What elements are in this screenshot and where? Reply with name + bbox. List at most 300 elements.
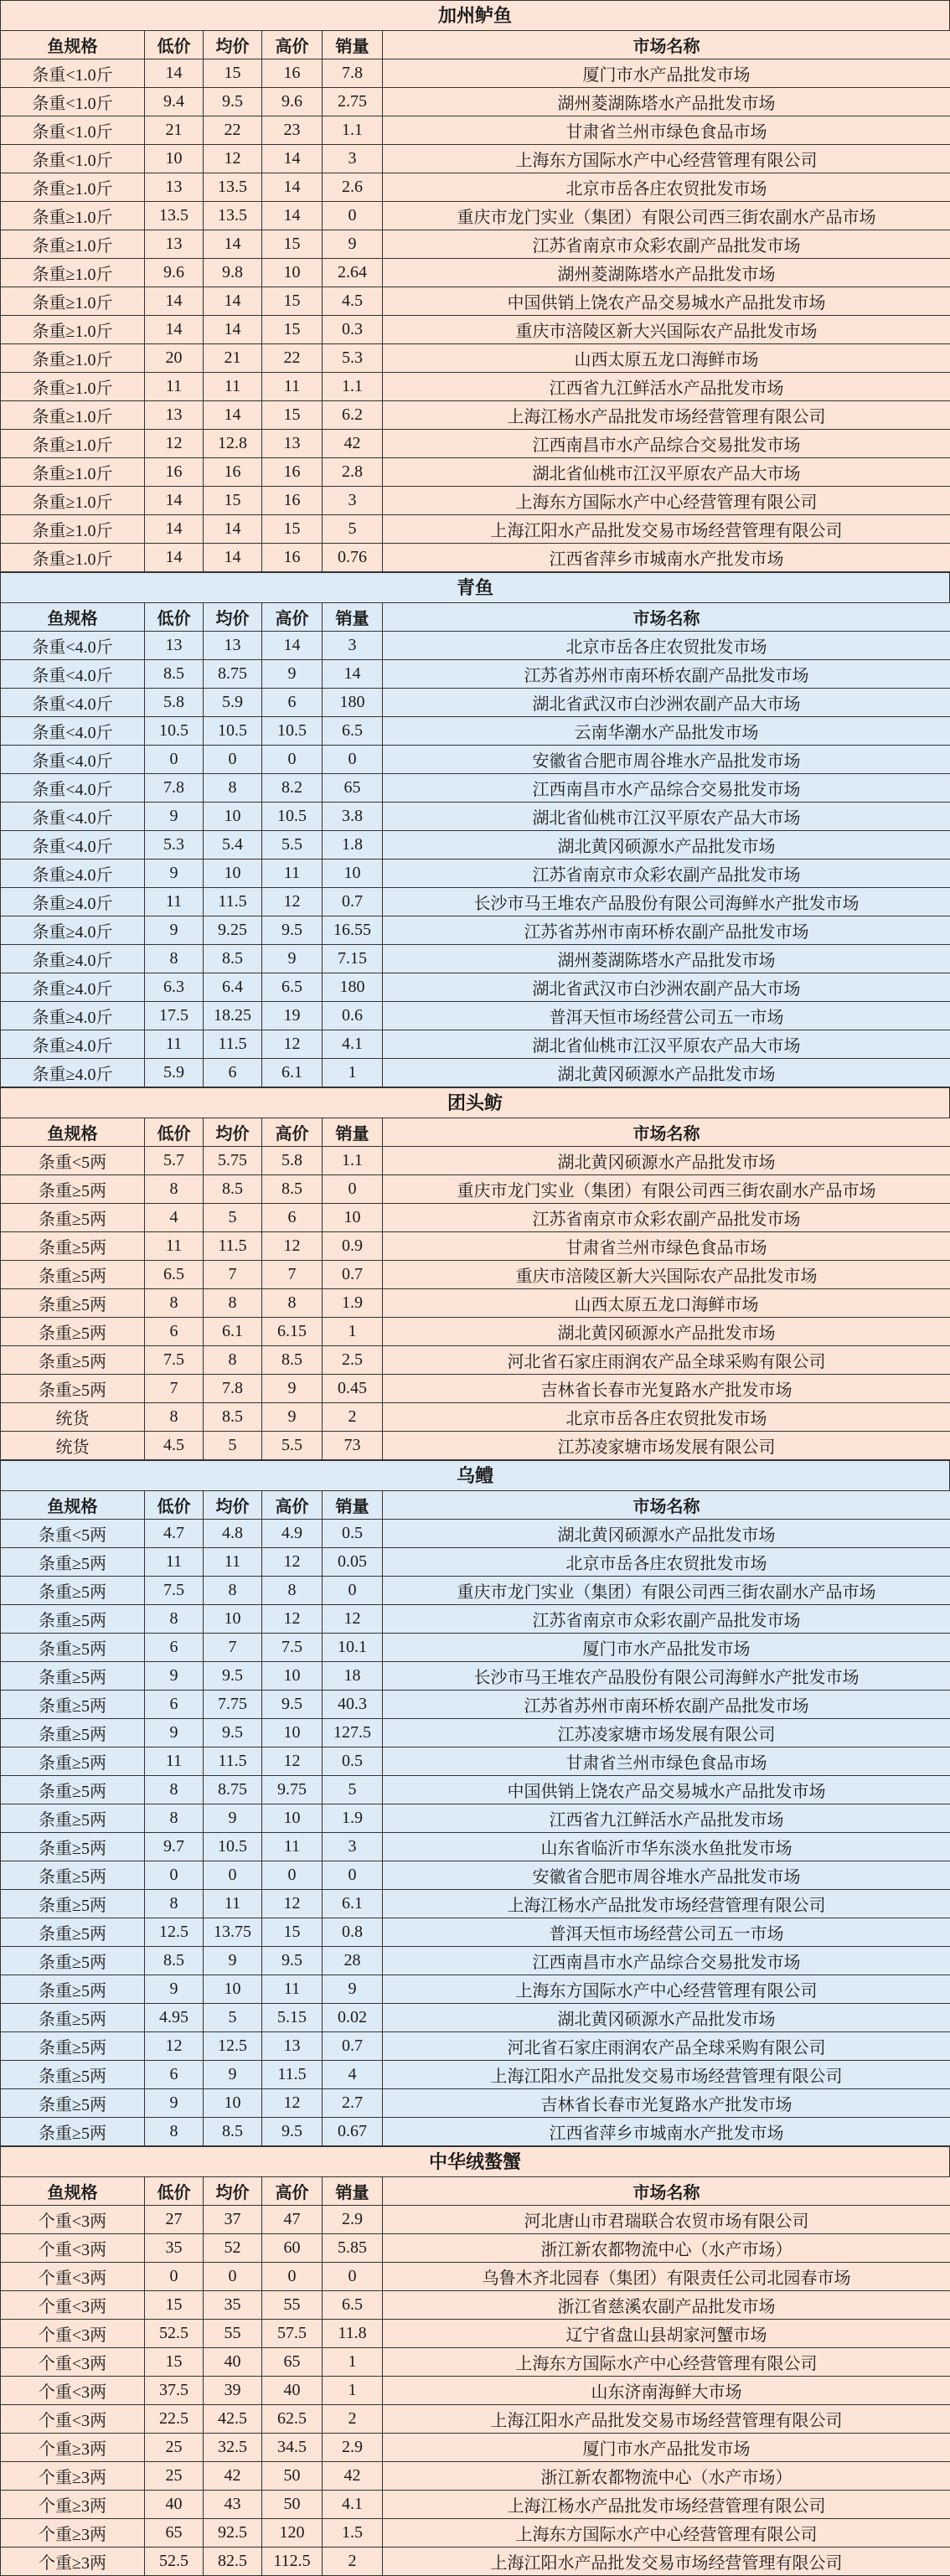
avg-price-cell: 5 (204, 1204, 262, 1232)
high-price-cell: 0 (262, 746, 323, 774)
low-price-cell: 4 (145, 1204, 204, 1232)
high-price-cell: 11 (262, 1833, 323, 1861)
high-price-cell: 11 (262, 860, 323, 888)
spec-cell: 条重≥5两 (1, 1634, 145, 1662)
low-price-cell: 7 (145, 1375, 204, 1403)
high-price-cell: 14 (262, 145, 323, 173)
market-name-cell: 山东省临沂市华东淡水鱼批发市场 (383, 1833, 950, 1861)
avg-price-header: 均价 (204, 1491, 262, 1520)
spec-cell: 条重≥5两 (1, 1833, 145, 1861)
high-price-cell: 16 (262, 59, 323, 88)
volume-cell: 16.55 (323, 916, 383, 945)
avg-price-cell: 10.5 (204, 1833, 262, 1861)
spec-cell: 条重≥4.0斤 (1, 860, 145, 888)
high-price-cell: 50 (262, 2462, 323, 2491)
low-price-cell: 25 (145, 2462, 204, 2491)
table-row (1, 1804, 950, 1833)
volume-cell: 73 (323, 1432, 383, 1460)
spec-cell: 个重≥3两 (1, 2462, 145, 2491)
avg-price-cell: 10 (204, 860, 262, 888)
low-price-cell: 10 (145, 145, 204, 173)
market-name-cell: 上海东方国际水产中心经营管理有限公司 (383, 2348, 950, 2377)
high-price-cell: 16 (262, 487, 323, 515)
avg-price-cell: 32.5 (204, 2434, 262, 2462)
table-row (1, 458, 950, 487)
table-row (1, 1890, 950, 1918)
price-table (0, 1490, 950, 2146)
spec-cell: 条重≥1.0斤 (1, 344, 145, 373)
table-row (1, 2491, 950, 2519)
volume-cell: 5 (323, 1776, 383, 1804)
price-table (0, 602, 950, 1087)
market-name-cell: 厦门市水产品批发市场 (383, 1634, 950, 1662)
spec-cell: 个重≥3两 (1, 2519, 145, 2548)
price-table (0, 1118, 950, 1460)
market-name-cell: 江苏省苏州市南环桥农副产品批发市场 (383, 1691, 950, 1719)
market-name-cell: 湖北黄冈硕源水产品批发市场 (383, 2004, 950, 2032)
spec-cell: 条重≥5两 (1, 1318, 145, 1346)
low-price-cell: 9 (145, 1975, 204, 2004)
low-price-cell: 12.5 (145, 1918, 204, 1947)
header-row (1, 603, 950, 632)
high-price-cell: 0 (262, 2263, 323, 2291)
header-row (1, 1118, 950, 1147)
market-name-cell: 云南华潮水产品批发市场 (383, 717, 950, 746)
high-price-cell: 16 (262, 544, 323, 572)
table-row (1, 88, 950, 116)
high-price-cell: 0 (262, 1861, 323, 1890)
market-name-header: 市场名称 (383, 1118, 950, 1147)
avg-price-cell: 12.8 (204, 430, 262, 458)
spec-cell: 个重<3两 (1, 2234, 145, 2263)
low-price-cell: 16 (145, 458, 204, 487)
avg-price-cell: 8.5 (204, 1403, 262, 1432)
high-price-cell: 9.5 (262, 1947, 323, 1975)
low-price-header: 低价 (145, 1491, 204, 1520)
low-price-cell: 7.5 (145, 1346, 204, 1375)
spec-cell: 条重≥5两 (1, 1605, 145, 1634)
avg-price-cell: 15 (204, 59, 262, 88)
low-price-cell: 12 (145, 430, 204, 458)
market-name-cell: 北京市岳各庄农贸批发市场 (383, 1403, 950, 1432)
volume-cell: 10 (323, 860, 383, 888)
market-name-cell: 江苏省南京市众彩农副产品批发市场 (383, 860, 950, 888)
spec-cell: 条重≥5两 (1, 1719, 145, 1747)
high-price-cell: 9 (262, 660, 323, 689)
spec-cell: 条重≥1.0斤 (1, 487, 145, 515)
spec-cell: 条重≥5两 (1, 2004, 145, 2032)
table-row (1, 1548, 950, 1577)
table-row (1, 803, 950, 831)
market-name-cell: 山西太原五龙口海鲜市场 (383, 1289, 950, 1318)
volume-cell: 1.5 (323, 2519, 383, 2548)
avg-price-cell: 14 (204, 287, 262, 316)
price-table (0, 30, 950, 572)
section-title: 加州鲈鱼 (0, 0, 950, 30)
volume-cell: 0 (323, 1577, 383, 1605)
spec-cell: 条重<5两 (1, 1520, 145, 1548)
avg-price-cell: 11 (204, 1548, 262, 1577)
volume-cell: 1 (323, 1059, 383, 1087)
high-price-cell: 60 (262, 2234, 323, 2263)
low-price-cell: 4.5 (145, 1432, 204, 1460)
market-name-cell: 吉林省长春市光复路水产批发市场 (383, 1375, 950, 1403)
spec-cell: 条重≥4.0斤 (1, 1002, 145, 1030)
table-row (1, 373, 950, 401)
low-price-cell: 8 (145, 945, 204, 973)
volume-cell: 0 (323, 2263, 383, 2291)
market-name-cell: 辽宁省盘山县胡家河蟹市场 (383, 2320, 950, 2348)
volume-cell: 0.7 (323, 2032, 383, 2061)
species-section (0, 1460, 950, 2146)
volume-cell: 3 (323, 487, 383, 515)
market-name-cell: 重庆市龙门实业（集团）有限公司西三街农副水产品市场 (383, 202, 950, 230)
avg-price-cell: 82.5 (204, 2548, 262, 2576)
volume-cell: 10 (323, 1204, 383, 1232)
volume-cell: 0.45 (323, 1375, 383, 1403)
volume-cell: 28 (323, 1947, 383, 1975)
spec-cell: 条重≥1.0斤 (1, 316, 145, 344)
spec-cell: 条重≥5两 (1, 1947, 145, 1975)
table-row (1, 1719, 950, 1747)
table-row (1, 1346, 950, 1375)
table-row (1, 1059, 950, 1087)
spec-cell: 条重<4.0斤 (1, 632, 145, 660)
low-price-cell: 13 (145, 632, 204, 660)
volume-cell: 1.1 (323, 373, 383, 401)
avg-price-cell: 6.1 (204, 1318, 262, 1346)
low-price-header: 低价 (145, 1118, 204, 1147)
section-title: 乌鳢 (0, 1460, 950, 1490)
avg-price-cell: 8.5 (204, 945, 262, 973)
high-price-cell: 9.5 (262, 1691, 323, 1719)
avg-price-cell: 52 (204, 2234, 262, 2263)
high-price-cell: 34.5 (262, 2434, 323, 2462)
table-row (1, 287, 950, 316)
low-price-cell: 52.5 (145, 2548, 204, 2576)
low-price-cell: 9 (145, 860, 204, 888)
spec-cell: 条重≥4.0斤 (1, 945, 145, 973)
volume-cell: 0 (323, 202, 383, 230)
market-name-cell: 甘肃省兰州市绿色食品市场 (383, 1747, 950, 1776)
spec-cell: 条重≥5两 (1, 1548, 145, 1577)
market-name-cell: 湖北黄冈硕源水产品批发市场 (383, 1059, 950, 1087)
volume-cell: 7.8 (323, 59, 383, 88)
table-row (1, 1634, 950, 1662)
avg-price-cell: 10 (204, 803, 262, 831)
low-price-cell: 65 (145, 2519, 204, 2548)
volume-cell: 6.5 (323, 2291, 383, 2320)
spec-cell: 条重≥4.0斤 (1, 973, 145, 1002)
table-row (1, 632, 950, 660)
market-name-cell: 北京市岳各庄农贸批发市场 (383, 632, 950, 660)
table-row (1, 544, 950, 572)
market-name-cell: 山东济南海鲜大市场 (383, 2377, 950, 2405)
avg-price-cell: 12.5 (204, 2032, 262, 2061)
high-price-cell: 112.5 (262, 2548, 323, 2576)
market-name-cell: 上海江杨水产品批发市场经营管理有限公司 (383, 2491, 950, 2519)
avg-price-cell: 40 (204, 2348, 262, 2377)
spec-header: 鱼规格 (1, 603, 145, 632)
market-name-cell: 河北省石家庄雨润农产品全球采购有限公司 (383, 2032, 950, 2061)
spec-cell: 个重<3两 (1, 2348, 145, 2377)
low-price-cell: 5.7 (145, 1147, 204, 1175)
high-price-cell: 9.5 (262, 916, 323, 945)
volume-cell: 2.6 (323, 173, 383, 202)
table-row (1, 1175, 950, 1204)
high-price-cell: 12 (262, 1030, 323, 1059)
high-price-cell: 12 (262, 888, 323, 916)
avg-price-cell: 12 (204, 145, 262, 173)
table-row (1, 1975, 950, 2004)
spec-cell: 条重≥5两 (1, 1804, 145, 1833)
market-name-cell: 湖北黄冈硕源水产品批发市场 (383, 831, 950, 860)
high-price-cell: 22 (262, 344, 323, 373)
table-row (1, 1403, 950, 1432)
table-row (1, 316, 950, 344)
high-price-cell: 13 (262, 2032, 323, 2061)
low-price-cell: 9 (145, 916, 204, 945)
low-price-cell: 11 (145, 373, 204, 401)
low-price-cell: 14 (145, 59, 204, 88)
high-price-cell: 120 (262, 2519, 323, 2548)
high-price-cell: 57.5 (262, 2320, 323, 2348)
table-row (1, 1861, 950, 1890)
avg-price-cell: 14 (204, 515, 262, 544)
spec-cell: 条重<1.0斤 (1, 145, 145, 173)
spec-header: 鱼规格 (1, 1118, 145, 1147)
avg-price-cell: 5 (204, 1432, 262, 1460)
table-row (1, 2032, 950, 2061)
market-name-cell: 湖北省仙桃市江汉平原农产品大市场 (383, 803, 950, 831)
volume-cell: 1 (323, 2377, 383, 2405)
volume-cell: 6.5 (323, 717, 383, 746)
low-price-cell: 8 (145, 1605, 204, 1634)
section-title: 中华绒螯蟹 (0, 2146, 950, 2176)
table-row (1, 888, 950, 916)
avg-price-cell: 8 (204, 1577, 262, 1605)
low-price-cell: 0 (145, 1861, 204, 1890)
market-name-cell: 湖州菱湖陈塔水产品批发市场 (383, 88, 950, 116)
table-row (1, 2263, 950, 2291)
volume-cell: 2.8 (323, 458, 383, 487)
avg-price-cell: 8 (204, 1346, 262, 1375)
table-row (1, 774, 950, 803)
spec-cell: 个重<3两 (1, 2291, 145, 2320)
table-row (1, 1375, 950, 1403)
volume-cell: 42 (323, 430, 383, 458)
high-price-cell: 14 (262, 202, 323, 230)
spec-cell: 条重≥5两 (1, 1861, 145, 1890)
high-price-cell: 62.5 (262, 2405, 323, 2434)
volume-cell: 2.64 (323, 259, 383, 287)
market-name-cell: 湖北省武汉市白沙洲农副产品大市场 (383, 689, 950, 717)
low-price-cell: 6 (145, 1634, 204, 1662)
table-row (1, 2377, 950, 2405)
volume-cell: 12 (323, 1605, 383, 1634)
high-price-cell: 12 (262, 1232, 323, 1261)
table-row (1, 2291, 950, 2320)
market-name-cell: 湖州菱湖陈塔水产品批发市场 (383, 945, 950, 973)
volume-cell: 0.05 (323, 1548, 383, 1577)
low-price-cell: 9 (145, 803, 204, 831)
market-name-cell: 上海江杨水产品批发市场经营管理有限公司 (383, 1890, 950, 1918)
high-price-cell: 4.9 (262, 1520, 323, 1548)
low-price-cell: 9.7 (145, 1833, 204, 1861)
market-name-cell: 江西省九江鲜活水产品批发市场 (383, 1804, 950, 1833)
table-row (1, 2348, 950, 2377)
spec-cell: 条重≥5两 (1, 1747, 145, 1776)
low-price-cell: 8 (145, 1804, 204, 1833)
high-price-cell: 40 (262, 2377, 323, 2405)
volume-cell: 5 (323, 515, 383, 544)
avg-price-cell: 92.5 (204, 2519, 262, 2548)
table-row (1, 515, 950, 544)
spec-cell: 个重≥3两 (1, 2548, 145, 2576)
spec-cell: 统货 (1, 1403, 145, 1432)
table-row (1, 1232, 950, 1261)
spec-cell: 条重≥1.0斤 (1, 458, 145, 487)
market-name-cell: 浙江新农都物流中心（水产市场） (383, 2462, 950, 2491)
low-price-cell: 20 (145, 344, 204, 373)
table-row (1, 2089, 950, 2118)
volume-cell: 0.5 (323, 1747, 383, 1776)
table-row (1, 2434, 950, 2462)
volume-header: 销量 (323, 2177, 383, 2206)
high-price-cell: 12 (262, 1605, 323, 1634)
avg-price-cell: 42 (204, 2462, 262, 2491)
low-price-cell: 6.3 (145, 973, 204, 1002)
high-price-cell: 12 (262, 1747, 323, 1776)
spec-cell: 条重≥4.0斤 (1, 1059, 145, 1087)
market-name-cell: 河北省石家庄雨润农产品全球采购有限公司 (383, 1346, 950, 1375)
low-price-header: 低价 (145, 31, 204, 59)
spec-cell: 条重<1.0斤 (1, 59, 145, 88)
volume-cell: 0.6 (323, 1002, 383, 1030)
high-price-cell: 47 (262, 2206, 323, 2234)
avg-price-cell: 9.5 (204, 1662, 262, 1691)
high-price-cell: 10 (262, 1662, 323, 1691)
table-row (1, 689, 950, 717)
table-row (1, 1030, 950, 1059)
table-row (1, 487, 950, 515)
header-row (1, 2177, 950, 2206)
spec-cell: 条重≥5两 (1, 1691, 145, 1719)
table-row (1, 1577, 950, 1605)
low-price-cell: 17.5 (145, 1002, 204, 1030)
high-price-cell: 15 (262, 401, 323, 430)
avg-price-cell: 7.8 (204, 1375, 262, 1403)
market-name-header: 市场名称 (383, 1491, 950, 1520)
high-price-cell: 13 (262, 430, 323, 458)
volume-header: 销量 (323, 31, 383, 59)
avg-price-cell: 9 (204, 1947, 262, 1975)
market-name-cell: 江苏凌家塘市场发展有限公司 (383, 1432, 950, 1460)
low-price-cell: 11 (145, 1548, 204, 1577)
avg-price-cell: 42.5 (204, 2405, 262, 2434)
volume-cell: 9 (323, 230, 383, 259)
volume-cell: 0.7 (323, 888, 383, 916)
avg-price-cell: 9 (204, 1804, 262, 1833)
volume-cell: 0.76 (323, 544, 383, 572)
low-price-cell: 5.3 (145, 831, 204, 860)
volume-cell: 5.3 (323, 344, 383, 373)
market-name-cell: 上海江杨水产品批发市场经营管理有限公司 (383, 401, 950, 430)
high-price-cell: 7.5 (262, 1634, 323, 1662)
avg-price-cell: 0 (204, 2263, 262, 2291)
spec-cell: 条重≥1.0斤 (1, 401, 145, 430)
market-name-header: 市场名称 (383, 2177, 950, 2206)
volume-cell: 180 (323, 689, 383, 717)
avg-price-cell: 8 (204, 774, 262, 803)
high-price-cell: 23 (262, 116, 323, 145)
spec-cell: 条重≥5两 (1, 1204, 145, 1232)
avg-price-cell: 9.5 (204, 88, 262, 116)
volume-cell: 0.8 (323, 1918, 383, 1947)
table-row (1, 746, 950, 774)
spec-cell: 条重≥5两 (1, 1289, 145, 1318)
volume-cell: 11.8 (323, 2320, 383, 2348)
market-name-cell: 重庆市龙门实业（集团）有限公司西三街农副水产品市场 (383, 1577, 950, 1605)
spec-cell: 条重<4.0斤 (1, 660, 145, 689)
spec-header: 鱼规格 (1, 31, 145, 59)
market-name-cell: 湖北黄冈硕源水产品批发市场 (383, 1520, 950, 1548)
volume-cell: 7.15 (323, 945, 383, 973)
spec-cell: 条重≥1.0斤 (1, 430, 145, 458)
high-price-cell: 9 (262, 945, 323, 973)
table-row (1, 1204, 950, 1232)
avg-price-cell: 13.5 (204, 202, 262, 230)
table-row (1, 2462, 950, 2491)
species-section (0, 572, 950, 1087)
low-price-cell: 10.5 (145, 717, 204, 746)
volume-cell: 10.1 (323, 1634, 383, 1662)
table-row (1, 2519, 950, 2548)
table-row (1, 1691, 950, 1719)
market-name-cell: 长沙市马王堆农产品股份有限公司海鲜水产批发市场 (383, 888, 950, 916)
high-price-cell: 15 (262, 1918, 323, 1947)
species-section (0, 0, 950, 572)
low-price-cell: 4.95 (145, 2004, 204, 2032)
high-price-cell: 11 (262, 1975, 323, 2004)
avg-price-header: 均价 (204, 1118, 262, 1147)
avg-price-cell: 10 (204, 2089, 262, 2118)
table-row (1, 2320, 950, 2348)
low-price-cell: 5.9 (145, 1059, 204, 1087)
table-row (1, 860, 950, 888)
low-price-cell: 9 (145, 1662, 204, 1691)
high-price-cell: 19 (262, 1002, 323, 1030)
high-price-cell: 6 (262, 689, 323, 717)
avg-price-cell: 11.5 (204, 1232, 262, 1261)
low-price-cell: 8 (145, 1890, 204, 1918)
high-price-cell: 10 (262, 1719, 323, 1747)
high-price-cell: 5.15 (262, 2004, 323, 2032)
market-name-cell: 江西省九江鲜活水产品批发市场 (383, 373, 950, 401)
spec-cell: 条重≥1.0斤 (1, 173, 145, 202)
avg-price-cell: 9.5 (204, 1719, 262, 1747)
spec-cell: 条重<4.0斤 (1, 746, 145, 774)
avg-price-cell: 8 (204, 1289, 262, 1318)
low-price-cell: 8.5 (145, 1947, 204, 1975)
spec-cell: 个重≥3两 (1, 2434, 145, 2462)
low-price-cell: 0 (145, 2263, 204, 2291)
market-name-cell: 乌鲁木齐北园春（集团）有限责任公司北园春市场 (383, 2263, 950, 2291)
volume-cell: 2 (323, 2548, 383, 2576)
high-price-cell: 8 (262, 1289, 323, 1318)
low-price-cell: 5.8 (145, 689, 204, 717)
low-price-cell: 14 (145, 487, 204, 515)
